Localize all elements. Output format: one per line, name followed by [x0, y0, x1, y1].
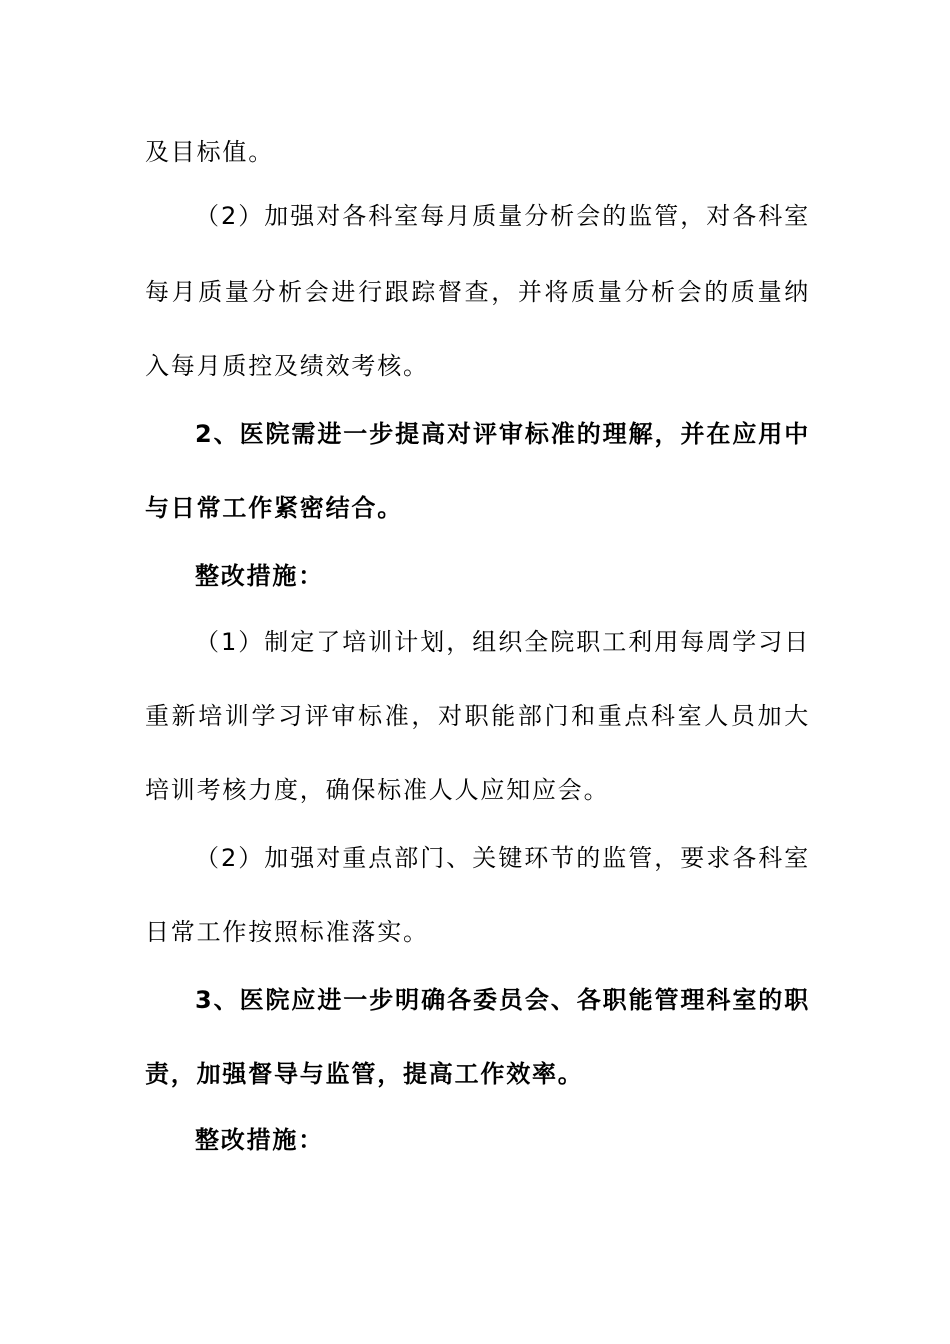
- text-line: （1）制定了培训计划，组织全院职工利用每周学习日: [195, 628, 810, 656]
- text-line: 入每月质控及绩效考核。: [145, 352, 429, 380]
- section-heading: 与日常工作紧密结合。: [145, 494, 403, 522]
- section-heading: 3、医院应进一步明确各委员会、各职能管理科室的职: [195, 986, 810, 1014]
- text-line: 重新培训学习评审标准，对职能部门和重点科室人员加大: [145, 702, 810, 730]
- section-heading: 2、医院需进一步提高对评审标准的理解，并在应用中: [195, 420, 810, 448]
- text-line: （2）加强对各科室每月质量分析会的监管，对各科室: [195, 202, 810, 230]
- subheading: 整改措施：: [195, 562, 324, 590]
- text-line: （2）加强对重点部门、关键环节的监管，要求各科室: [195, 844, 810, 872]
- text-line: 及目标值。: [145, 138, 274, 166]
- subheading: 整改措施：: [195, 1126, 324, 1154]
- section-heading: 责，加强督导与监管，提高工作效率。: [145, 1060, 584, 1088]
- text-line: 培训考核力度，确保标准人人应知应会。: [145, 776, 610, 804]
- text-line: 每月质量分析会进行跟踪督查，并将质量分析会的质量纳: [145, 278, 810, 306]
- text-line: 日常工作按照标准落实。: [145, 918, 429, 946]
